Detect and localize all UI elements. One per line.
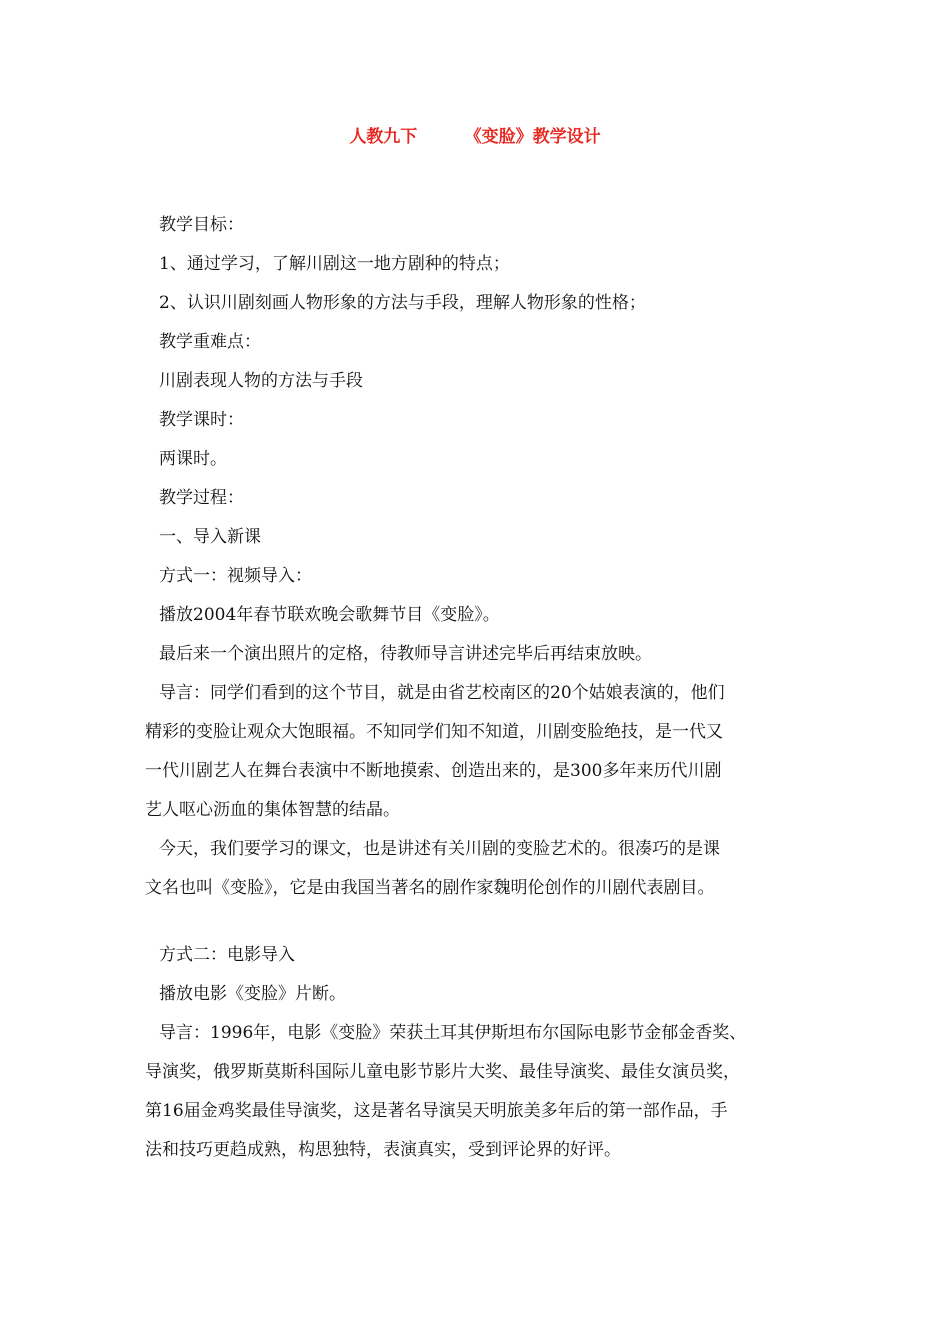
method-one-heading: 方式一：视频导入： [159,566,312,586]
paragraph-line: 艺人呕心沥血的集体智慧的结晶。 [145,800,400,820]
heading-key-points: 教学重难点： [159,332,261,352]
objective-1: 1、通过学习，了解川剧这一地方剧种的特点； [159,254,510,274]
method-two-heading: 方式二：电影导入 [159,945,295,965]
key-points-text: 川剧表现人物的方法与手段 [159,371,363,391]
paragraph-line: 文名也叫《变脸》，它是由我国当著名的剧作家魏明伦创作的川剧代表剧目。 [145,878,715,898]
paragraph-line: 导演奖，俄罗斯莫斯科国际儿童电影节影片大奖、最佳导演奖、最佳女演员奖， [145,1062,740,1082]
paragraph-line: 精彩的变脸让观众大饱眼福。不知同学们知不知道，川剧变脸绝技，是一代又 [145,722,723,742]
heading-process: 教学过程： [159,488,244,508]
blank-spacer [145,908,835,936]
document-body [145,206,835,1170]
intro-paragraph-1 [145,674,835,830]
intro-paragraph-2 [145,830,835,908]
paragraph-line: 法和技巧更趋成熟，构思独特，表演真实，受到评论界的好评。 [145,1140,621,1160]
method-one-play: 播放2004年春节联欢晚会歌舞节目《变脸》。 [159,605,500,625]
paragraph-line: 导言：1996年，电影《变脸》荣获土耳其伊斯坦布尔国际电影节金郁金香奖、 [159,1023,747,1043]
paragraph-line: 导言：同学们看到的这个节目，就是由省艺校南区的20个姑娘表演的，他们 [159,683,725,703]
paragraph-line: 今天，我们要学习的课文，也是讲述有关川剧的变脸艺术的。很凑巧的是课 [159,839,720,859]
method-one-ending: 最后来一个演出照片的定格，待教师导言讲述完毕后再结束放映。 [159,644,652,664]
film-paragraph [145,1014,835,1170]
heading-objectives: 教学目标： [159,215,244,235]
class-hours-text: 两课时。 [159,449,227,469]
document-title: 人教九下 《变脸》教学设计 [349,127,601,147]
heading-class-hours: 教学课时： [159,410,244,430]
objective-2: 2、认识川剧刻画人物形象的方法与手段，理解人物形象的性格； [159,293,646,313]
paragraph-line: 第16届金鸡奖最佳导演奖，这是著名导演吴天明旅美多年后的第一部作品，手 [145,1101,728,1121]
section-intro: 一、导入新课 [159,527,261,547]
paragraph-line: 一代川剧艺人在舞台表演中不断地摸索、创造出来的，是300多年来历代川剧 [145,761,722,781]
method-two-play: 播放电影《变脸》片断。 [159,984,346,1004]
